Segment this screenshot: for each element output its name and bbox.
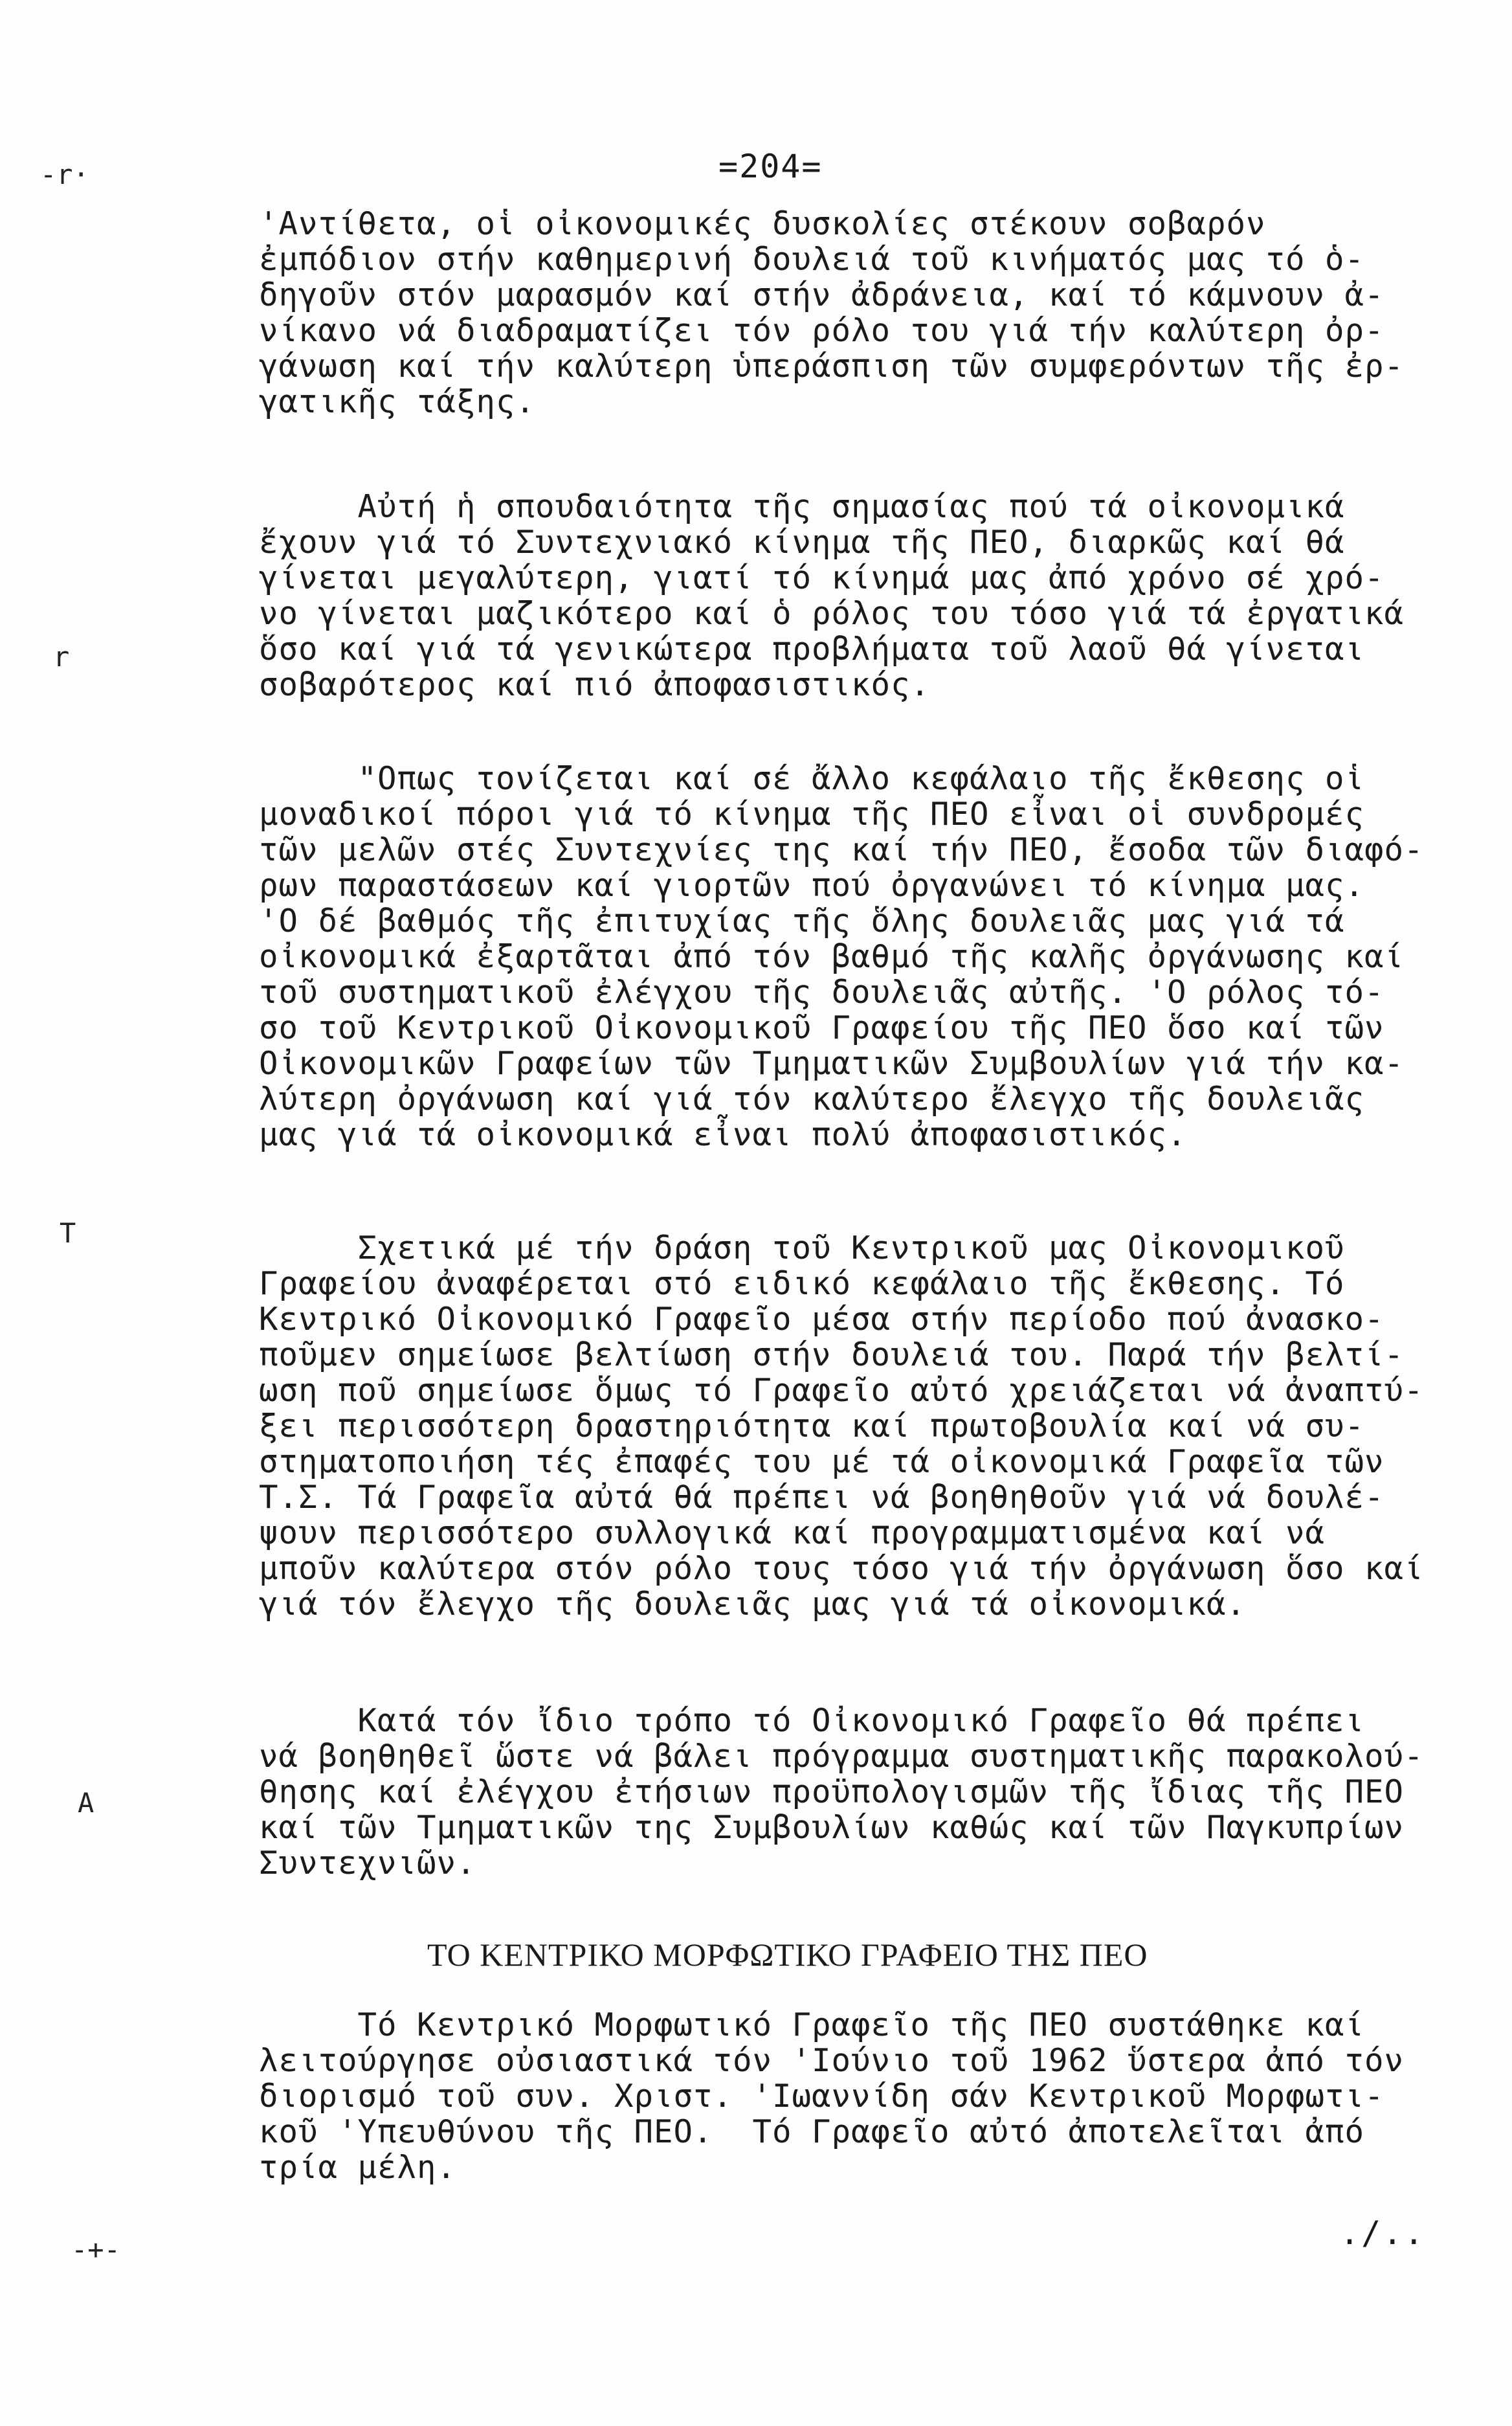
paragraph: [259, 1230, 1469, 1622]
text-line: ξει περισσότερη δραστηριότητα καί πρωτοβουλία καί νά συ-: [259, 1408, 1365, 1444]
text-line: μποῦν καλύτερα στόν ρόλο τους τόσο γιά τήν ὀργάνωση ὅσο καί: [259, 1550, 1424, 1587]
text-line: Αὐτή ἡ σπουδαιότητα τῆς σημασίας πού τά οἰκονομικά: [259, 488, 1345, 525]
margin-mark: A: [78, 1787, 94, 1819]
margin-mark: T: [60, 1217, 76, 1249]
continuation-mark: ./..: [1340, 2214, 1426, 2252]
paragraph: [259, 489, 1469, 702]
text-line: γίνεται μεγαλύτερη, γιατί τό κίνημά μας ἀπό χρόνο σέ χρό-: [259, 559, 1384, 596]
text-line: νο γίνεται μαζικότερο καί ὁ ρόλος του τόσο γιά τά ἐργατικά: [259, 595, 1405, 632]
text-line: γιά τόν ἔλεγχο τῆς δουλειᾶς μας γιά τά οἰκονομικά.: [259, 1586, 1247, 1623]
paragraph: [259, 2007, 1469, 2185]
text-line: σοβαρότερος καί πιό ἀποφασιστικός.: [259, 666, 931, 703]
text-line: θησης καί ἐλέγχου ἐτήσιων προϋπολογισμῶν τῆς ἴδιας τῆς ΠΕΟ: [259, 1773, 1405, 1810]
text-line: οἰκονομικά ἐξαρτᾶται ἀπό τόν βαθμό τῆς καλῆς ὀργάνωσης καί: [259, 938, 1405, 975]
text-line: σο τοῦ Κεντρικοῦ Οἰκονομικοῦ Γραφείου τῆς ΠΕΟ ὅσο καί τῶν: [259, 1009, 1384, 1046]
text-line: διορισμό τοῦ συν. Χριστ. 'Ιωαννίδη σάν Κεντρικοῦ Μορφωτι-: [259, 2078, 1384, 2115]
text-line: μας γιά τά οἰκονομικά εἶναι πολύ ἀποφασιστικός.: [259, 1116, 1187, 1153]
text-line: 'Ο δέ βαθμός τῆς ἐπιτυχίας τῆς ὅλης δουλειᾶς μας γιά τά: [259, 903, 1345, 939]
text-line: ψουν περισσότερο συλλογικά καί προγραμματισμένα καί νά: [259, 1514, 1326, 1551]
text-line: δηγοῦν στόν μαρασμόν καί στήν ἀδράνεια, καί τό κάμνουν ἀ-: [259, 276, 1384, 313]
text-line: καί τῶν Τμηματικῶν της Συμβουλίων καθώς καί τῶν Παγκυπρίων: [259, 1809, 1405, 1846]
text-line: νά βοηθηθεῖ ὥστε νά βάλει πρόγραμμα συστηματικῆς παρακολού-: [259, 1738, 1424, 1775]
text-line: λύτερη ὀργάνωση καί γιά τόν καλύτερο ἔλεγχο τῆς δουλειᾶς: [259, 1081, 1365, 1118]
margin-mark: r: [53, 641, 70, 673]
text-line: "Οπως τονίζεται καί σέ ἄλλο κεφάλαιο τῆς ἔκθεσης οἱ: [259, 760, 1365, 797]
text-line: Οἰκονομικῶν Γραφείων τῶν Τμηματικῶν Συμβουλίων γιά τήν κα-: [259, 1045, 1405, 1082]
page-number: =204=: [718, 148, 823, 185]
paragraph: [259, 1703, 1469, 1881]
text-line: Σχετικά μέ τήν δράση τοῦ Κεντρικοῦ μας Οἰκονομικοῦ: [259, 1230, 1345, 1266]
margin-mark: -r·: [40, 159, 89, 190]
paragraph: [259, 206, 1469, 420]
text-line: γάνωση καί τήν καλύτερη ὑπεράσπιση τῶν συμφερόντων τῆς ἐρ-: [259, 348, 1405, 385]
text-line: Τ.Σ. Τά Γραφεῖα αὐτά θά πρέπει νά βοηθηθοῦν γιά νά δουλέ-: [259, 1479, 1384, 1516]
text-line: Κεντρικό Οἰκονομικό Γραφεῖο μέσα στήν περίοδο πού ἀνασκο-: [259, 1301, 1384, 1338]
text-line: μοναδικοί πόροι γιά τό κίνημα τῆς ΠΕΟ εἶναι οἱ συνδρομές: [259, 796, 1365, 833]
text-line: Τό Κεντρικό Μορφωτικό Γραφεῖο τῆς ΠΕΟ συστάθηκε καί: [259, 2006, 1365, 2043]
text-line: ρων παραστάσεων καί γιορτῶν πού ὀργανώνει τό κίνημα μας.: [259, 867, 1365, 904]
text-line: τῶν μελῶν στές Συντεχνίες της καί τήν ΠΕΟ, ἔσοδα τῶν διαφό-: [259, 831, 1424, 868]
text-line: τρία μέλη.: [259, 2149, 457, 2186]
text-line: 'Αντίθετα, οἱ οἰκονομικές δυσκολίες στέκουν σοβαρόν: [259, 205, 1266, 242]
text-line: ἔχουν γιά τό Συντεχνιακό κίνημα τῆς ΠΕΟ, διαρκῶς καί θά: [259, 524, 1345, 561]
text-line: ωση ποῦ σημείωσε ὅμως τό Γραφεῖο αὐτό χρειάζεται νά ἀναπτύ-: [259, 1372, 1424, 1409]
text-line: νίκανο νά διαδραματίζει τόν ρόλο του γιά τήν καλύτερη ὀρ-: [259, 312, 1384, 349]
text-line: γατικῆς τάξης.: [259, 383, 536, 420]
text-line: ὅσο καί γιά τά γενικώτερα προβλήματα τοῦ λαοῦ θά γίνεται: [259, 631, 1365, 668]
text-line: Κατά τόν ἴδιο τρόπο τό Οἰκονομικό Γραφεῖο θά πρέπει: [259, 1702, 1365, 1739]
text-line: τοῦ συστηματικοῦ ἐλέγχου τῆς δουλειᾶς αὐτῆς. 'Ο ρόλος τό-: [259, 974, 1384, 1011]
text-line: κοῦ 'Υπευθύνου τῆς ΠΕΟ. Τό Γραφεῖο αὐτό ἀποτελεῖται ἀπό: [259, 2113, 1365, 2150]
text-line: ἐμπόδιον στήν καθημερινή δουλειά τοῦ κινήματός μας τό ὁ-: [259, 241, 1365, 278]
margin-mark: -+-: [71, 2234, 120, 2265]
text-line: στηματοποιήση τές ἐπαφές του μέ τά οἰκονομικά Γραφεῖα τῶν: [259, 1443, 1384, 1480]
paragraph: [259, 761, 1469, 1152]
text-line: ποῦμεν σημείωσε βελτίωση στήν δουλειά του. Παρά τήν βελτί-: [259, 1336, 1405, 1373]
text-line: λειτούργησε οὐσιαστικά τόν 'Ιούνιο τοῦ 1962 ὕστερα ἀπό τόν: [259, 2042, 1405, 2079]
text-line: Συντεχνιῶν.: [259, 1845, 476, 1881]
section-heading: ΤΟ ΚΕΝΤΡΙΚΟ ΜΟΡΦΩΤΙΚΟ ΓΡΑΦΕΙΟ ΤΗΣ ΠΕΟ: [427, 1937, 1148, 1973]
text-line: Γραφείου ἀναφέρεται στό ειδικό κεφάλαιο τῆς ἔκθεσης. Τό: [259, 1265, 1345, 1302]
